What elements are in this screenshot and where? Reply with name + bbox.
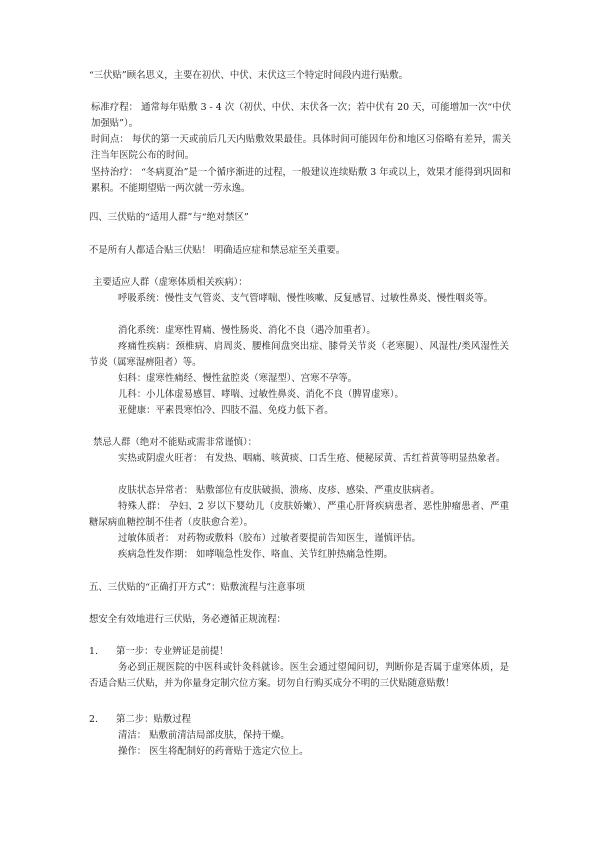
contra-item-allergy: 过敏体质者： 对药物或敷料（胶布）过敏者要提前告知医生，谨慎评估。 — [118, 533, 421, 544]
section4-title: 四、三伏贴的“适用人群”与“绝对禁区” — [89, 212, 249, 223]
contra-item-heat: 实热或阴虚火旺者： 有发热、咽痛、咳黄痰、口舌生疮、便秘尿黄、舌红苔黄等明显热象者。 — [118, 453, 506, 464]
suitable-item-pain: 疼痛性疾病：颈椎病、肩周炎、腰椎间盘突出症、膝骨关节炎（老寒腿）、风湿性/类风湿性关节炎（属寒湿痹阻者）等。 — [89, 341, 509, 368]
suitable-item-digestive: 消化系统：虚寒性胃痛、慢性肠炎、消化不良（遇冷加重者）。 — [118, 325, 376, 336]
step1-heading — [89, 644, 229, 660]
intro-paragraph: “三伏贴”顾名思义，主要在初伏、中伏、末伏这三个特定时间段内进行贴敷。 — [89, 70, 408, 81]
step2-title: 第二步：贴敷过程 — [116, 714, 192, 725]
suitable-item-pediatrics: 儿科：小儿体虚易感冒、哮喘、过敏性鼻炎、消化不良（脾胃虚寒）。 — [118, 389, 404, 400]
contra-heading: 禁忌人群（绝对不能贴或需非常谨慎）： — [93, 437, 258, 448]
contra-item-acute: 疾病急性发作期： 如哮喘急性发作、咯血、关节红肿热痛急性期。 — [118, 549, 393, 560]
step2-operate: 操作： 医生将配制好的药膏贴于选定穴位上。 — [118, 746, 309, 757]
section5-lead: 想安全有效地进行三伏贴，务必遵循正规流程： — [89, 614, 286, 625]
standard-course-paragraph: 标准疗程： 通常每年贴敷 3 - 4 次（初伏、中伏、末伏各一次；若中伏有 20 天，可能增加一次“中伏加强贴”）。 — [91, 102, 511, 129]
section4-lead: 不是所有人都适合贴三伏贴！ 明确适应症和禁忌症至关重要。 — [89, 245, 346, 256]
step1-number: 1. — [89, 646, 98, 657]
step2-heading — [89, 712, 191, 728]
step2-number: 2. — [89, 714, 98, 725]
step1-body: 务必到正规医院的中医科或针灸科就诊。医生会通过望闻问切，判断你是否属于虚寒体质，是否适合贴三伏贴，并为你量身定制穴位方案。切勿自行购买成分不明的三伏贴随意贴敷！ — [89, 662, 509, 689]
suitable-heading: 主要适应人群（虚寒体质相关疾病）： — [93, 277, 248, 288]
contra-item-special: 特殊人群： 孕妇、2 岁以下婴幼儿（皮肤娇嫩）、严重心肝肾疾病患者、恶性肿瘤患者、严重糖尿病血糖控制不佳者（皮肤愈合差）。 — [89, 501, 509, 528]
time-point-paragraph: 时间点： 每伏的第一天或前后几天内贴敷效果最佳。具体时间可能因年份和地区习俗略有差异，需关注当年医院公布的时间。 — [91, 134, 511, 161]
suitable-item-gynecology: 妇科：虚寒性痛经、慢性盆腔炎（寒湿型）、宫寒不孕等。 — [118, 373, 358, 384]
persist-paragraph: 坚持治疗： “冬病夏治”是一个循序渐进的过程，一般建议连续贴敷 3 年或以上，效果才能得到巩固和累积。不能期望贴一两次就一劳永逸。 — [91, 167, 511, 194]
suitable-item-respiratory: 呼吸系统：慢性支气管炎、支气管哮喘、慢性咳嗽、反复感冒、过敏性鼻炎、慢性咽炎等。 — [118, 293, 494, 304]
contra-item-skin: 皮肤状态异常者： 贴敷部位有皮肤破损、溃疡、皮疹、感染、严重皮肤病者。 — [118, 485, 440, 496]
section5-title: 五、三伏贴的“正确打开方式”：贴敷流程与注意事项 — [89, 582, 305, 593]
step1-title: 第一步：专业辨证是前提！ — [116, 646, 229, 657]
suitable-item-subhealth: 亚健康：平素畏寒怕冷、四肢不温、免疫力低下者。 — [118, 405, 334, 416]
step2-clean: 清洁： 贴敷前清洁局部皮肤，保持干燥。 — [118, 730, 290, 741]
